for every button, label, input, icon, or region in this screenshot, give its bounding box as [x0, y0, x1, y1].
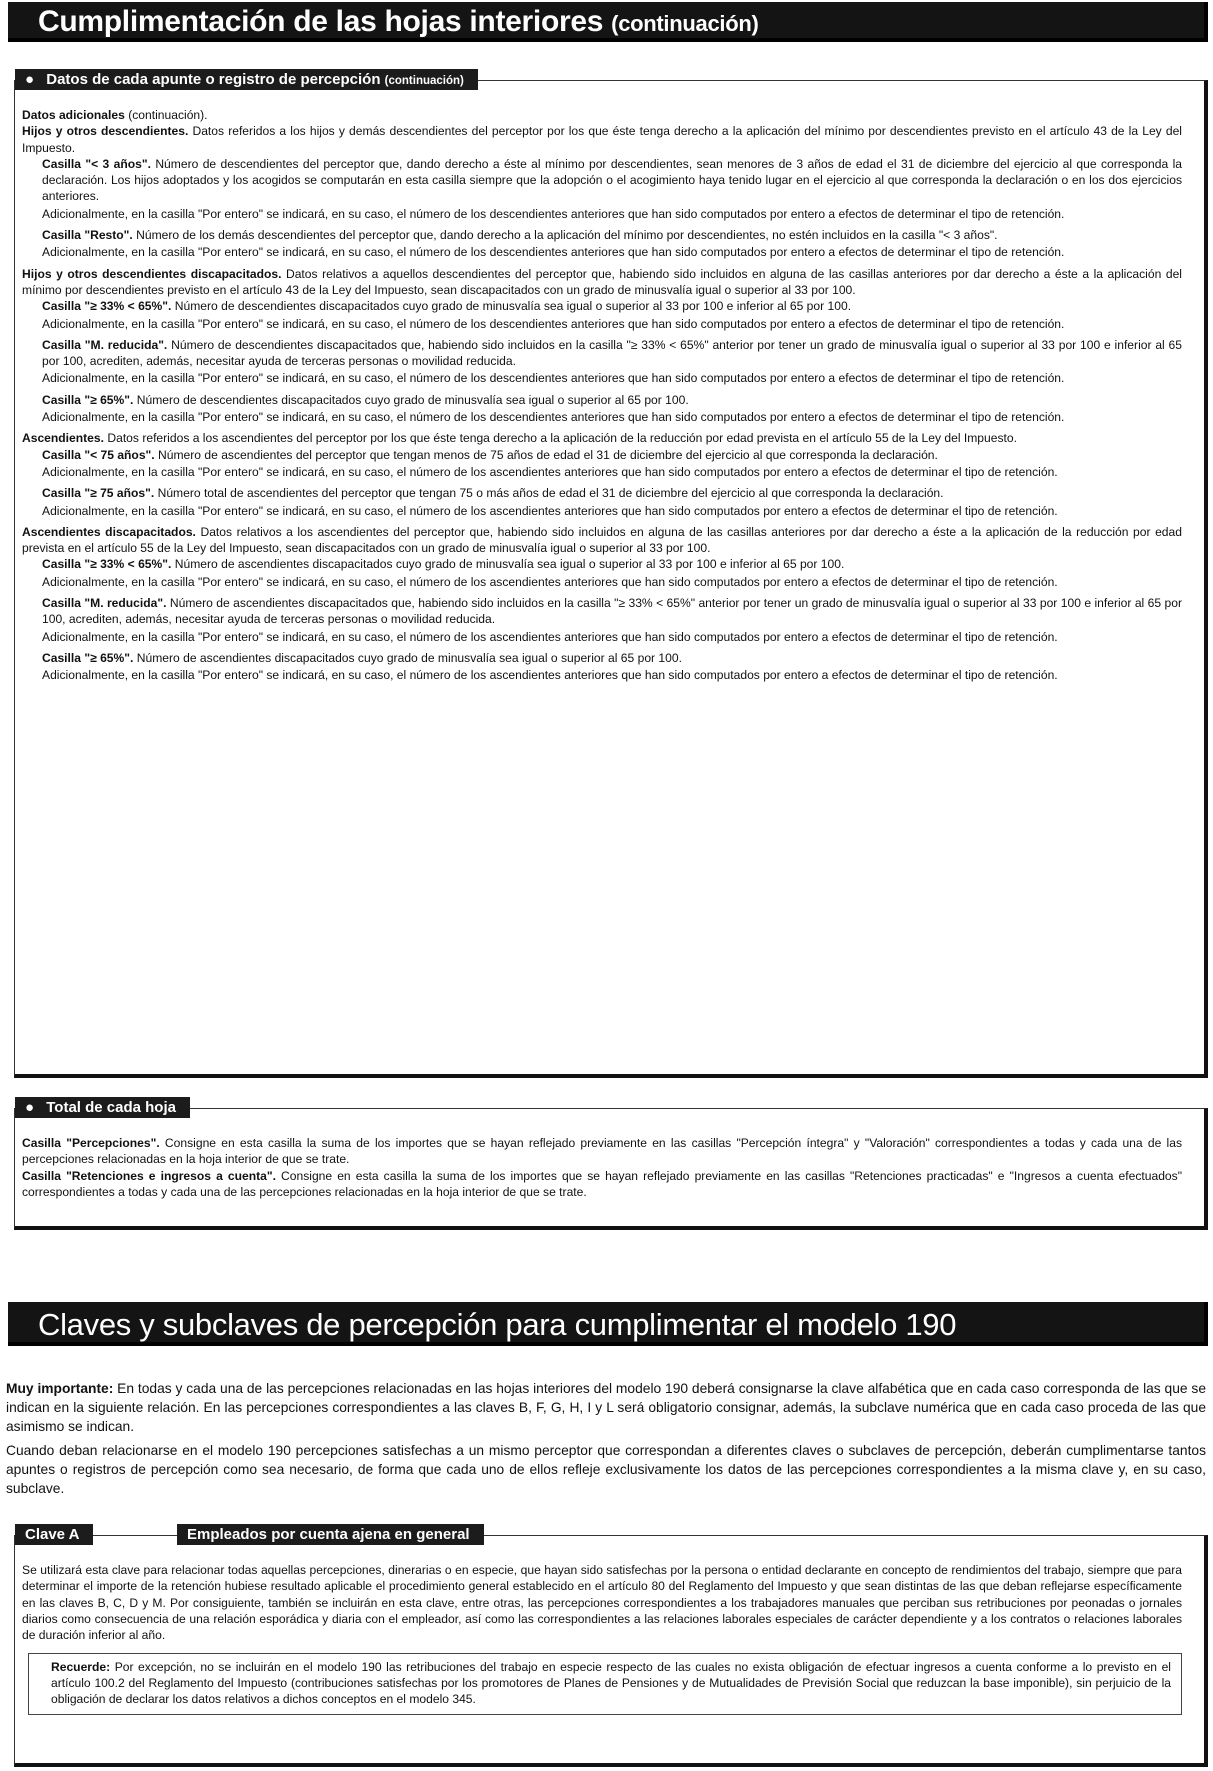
section-total-hoja [14, 1099, 1208, 1230]
section-datos-label-text: Datos de cada apunte o registro de percepción [46, 71, 381, 88]
casilla-text: Consigne en esta casilla la suma de los importes que se hayan reflejado previamente en las casillas "Retenciones practicadas" e "Ingresos a cuenta efectuados" correspondientes a todas y cada una de las percepciones relacionadas en la hoja interior de que se trate. [22, 1168, 1182, 1199]
casilla-additional: Adicionalmente, en la casilla "Por entero" se indicará, en su caso, el número de los descendientes anteriores que han sido computados por entero a efectos de determinar el tipo de retención. [42, 410, 1065, 425]
casilla-paragraph [42, 227, 1182, 243]
asc-disc-paragraph [22, 524, 1182, 557]
section-datos-label [15, 69, 478, 90]
section-total-label [15, 1097, 190, 1118]
asc-casilla-mayor-75 [42, 485, 1182, 519]
hijos-casilla-resto [42, 227, 1182, 261]
intro-paragraph-2: Cuando deban relacionarse en el modelo 190 percepciones satisfechas a un mismo perceptor que correspondan a diferentes claves o subclaves de percepción, deberán cumplimentarse tantos apuntes o registros de percepción como sea necesario, de forma que cada uno de ellos refleje exclusivamente los datos de las percepciones correspondientes a la misma clave y, en su caso, subclave. [6, 1443, 1206, 1496]
asc-disc-text: Datos relativos a los ascendientes del perceptor que, habiendo sido incluidos en alguna de las casillas anteriores por dar derecho a éste a la aplicación de la reducción por edad prevista en el artículo 55 de la Ley del Impuesto, sean discapacitados con un grado de minusvalía igual o superior al 33 por 100. [22, 524, 1182, 556]
casilla-title: Casilla "≥ 75 años". [42, 486, 155, 501]
casilla-text: Número total de ascendientes del perceptor que tengan 75 o más años de edad el 31 de diciembre del ejercicio al que corresponda la declaración. [154, 486, 944, 501]
ascendientes-paragraph [22, 430, 1182, 446]
casilla-text: Número de ascendientes del perceptor que tengan menos de 75 años de edad el 31 de diciembre del ejercicio al que corresponda la declaración. [154, 447, 938, 462]
casilla-paragraph [42, 156, 1182, 205]
hijos-disc-casilla-65 [42, 392, 1182, 426]
asc-casilla-menor-75 [42, 447, 1182, 481]
casilla-additional: Adicionalmente, en la casilla "Por entero" se indicará, en su caso, el número de los descendientes anteriores que han sido computados por entero a efectos de determinar el tipo de retención. [42, 316, 1065, 331]
section-datos-apunte [14, 71, 1208, 1078]
datos-heading-bold: Datos adicionales [22, 108, 125, 122]
casilla-title: Casilla "Retenciones e ingresos a cuenta". [22, 1168, 276, 1183]
hijos-title: Hijos y otros descendientes. [22, 124, 189, 139]
page-title [8, 2, 1208, 42]
total-retenciones-paragraph [22, 1168, 1182, 1201]
casilla-additional: Adicionalmente, en la casilla "Por entero" se indicará, en su caso, el número de los descendientes anteriores que han sido computados por entero a efectos de determinar el tipo de retención. [42, 245, 1065, 260]
casilla-text: Número de ascendientes discapacitados cuyo grado de minusvalía sea igual o superior al 65 por 100. [133, 650, 682, 665]
casilla-title: Casilla "M. reducida". [42, 596, 167, 611]
datos-adicionales-heading [22, 107, 1182, 123]
casilla-title: Casilla "M. reducida". [42, 337, 168, 352]
casilla-paragraph [42, 556, 1182, 572]
recuerde-box [28, 1653, 1182, 1714]
casilla-text: Número de descendientes discapacitados cuyo grado de minusvalía sea igual o superior al 33 por 100 e inferior al 65 por 100. [171, 299, 852, 314]
hijos-disc-text: Datos relativos a aquellos descendientes del perceptor que, habiendo sido incluidos en alguna de las casillas anteriores por dar derecho a éste a la aplicación del mínimo por descendientes previsto en el artículo 43 de la Ley del Impuesto, sean discapacitados con un grado de minusvalía igual o superior al 33 por 100. [22, 266, 1182, 297]
casilla-text: Consigne en esta casilla la suma de los importes que se hayan reflejado previamente en las casillas "Percepción íntegra" y "Valoración" correspondientes a todas y cada una de las percepciones relacionadas en la hoja interior de que se trate. [22, 1136, 1182, 1167]
clave-a-label-text: Clave A [25, 1526, 80, 1543]
casilla-paragraph [42, 392, 1182, 408]
intro-bold: Muy importante: [6, 1381, 114, 1396]
casilla-title: Casilla "< 75 años". [42, 447, 155, 462]
page-title-subtitle: (continuación) [611, 11, 759, 36]
casilla-additional: Adicionalmente, en la casilla "Por entero" se indicará, en su caso, el número de los descendientes anteriores que han sido computados por entero a efectos de determinar el tipo de retención. [42, 371, 1065, 386]
section-clave-a [14, 1526, 1208, 1767]
clave-a-title-label [177, 1524, 484, 1545]
casilla-text: Número de descendientes discapacitados cuyo grado de minusvalía sea igual o superior al 65 por 100. [133, 392, 689, 407]
casilla-additional: Adicionalmente, en la casilla "Por entero" se indicará, en su caso, el número de los ascendientes anteriores que han sido computados por entero a efectos de determinar el tipo de retención. [42, 464, 1058, 479]
casilla-title: Casilla "≥ 65%". [42, 392, 134, 407]
section-total-content [15, 1109, 1204, 1208]
casilla-title: Casilla "< 3 años". [42, 156, 151, 171]
section-title-claves [8, 1302, 1208, 1346]
casilla-paragraph [42, 485, 1182, 501]
asc-disc-casilla-m-reducida [42, 595, 1182, 645]
claves-intro [6, 1380, 1206, 1505]
casilla-text: Número de ascendientes discapacitados que, habiendo sido incluidos en la casilla "≥ 33% < 65%" anterior por tener un grado de minusvalía igual o superior al 33 por 100 e inferior al 65 por 100, acrediten, además, necesitar ayuda de terceras personas o movilidad reducida. [42, 596, 1182, 627]
hijos-disc-title: Hijos y otros descendientes discapacitados. [22, 266, 282, 281]
recuerde-text: Por excepción, no se incluirán en el modelo 190 las retribuciones del trabajo en especie respecto de las cuales no exista obligación de efectuar ingresos a cuenta conforme a lo previsto en el artículo 100.2 del Reglamento del Impuesto (contribuciones satisfechas por los promotores de Planes de Pensiones y de Mutualidades de Previsión Social que reduzcan la base imponible), sin perjuicio de la obligación de declarar los datos relativos a dichos conceptos en el modelo 345. [51, 1660, 1171, 1707]
bullet-icon: ● [25, 71, 35, 88]
hijos-text: Datos referidos a los hijos y demás descendientes del perceptor por los que éste tenga derecho a la aplicación del mínimo por descendientes previsto en el artículo 43 de la Ley del Impuesto. [22, 124, 1182, 155]
ascendientes-text: Datos referidos a los ascendientes del perceptor por los que éste tenga derecho a la aplicación de la reducción por edad prevista en el artículo 55 de la Ley del Impuesto. [104, 431, 1017, 446]
asc-disc-title: Ascendientes discapacitados. [22, 524, 196, 539]
casilla-additional: Adicionalmente, en la casilla "Por entero" se indicará, en su caso, el número de los ascendientes anteriores que han sido computados por entero a efectos de determinar el tipo de retención. [42, 503, 1058, 518]
casilla-additional: Adicionalmente, en la casilla "Por entero" se indicará, en su caso, el número de los descendientes anteriores que han sido computados por entero a efectos de determinar el tipo de retención. [42, 206, 1065, 221]
casilla-paragraph [42, 447, 1182, 463]
casilla-paragraph [42, 595, 1182, 628]
total-percepciones-paragraph [22, 1135, 1182, 1168]
casilla-paragraph [42, 298, 1182, 314]
casilla-additional: Adicionalmente, en la casilla "Por entero" se indicará, en su caso, el número de los ascendientes anteriores que han sido computados por entero a efectos de determinar el tipo de retención. [42, 574, 1058, 589]
recuerde-title: Recuerde: [51, 1660, 111, 1675]
casilla-text: Número de descendientes del perceptor que, dando derecho a éste al mínimo por descendientes, sean menores de 3 años de edad el 31 de diciembre del ejercicio al que corresponda la declaración. Los hijos adoptados y los acogidos se computarán en esta casilla siempre que la adopción o el acogimiento haya tenido lugar en el ejercicio al que corresponda la declaración o en los dos ejercicios anteriores. [42, 156, 1182, 204]
casilla-title: Casilla "≥ 33% < 65%". [42, 557, 172, 572]
hijos-disc-casilla-33-65 [42, 298, 1182, 332]
casilla-paragraph [42, 337, 1182, 370]
hijos-paragraph [22, 123, 1182, 156]
clave-a-text: Se utilizará esta clave para relacionar todas aquellas percepciones, dinerarias o en especie, que hayan sido satisfechas por la persona o entidad declarante en concepto de rendimientos del trabajo, siempre que para determinar el importe de la retención hubiese resultado aplicable el procedimiento general establecido en el artículo 80 del Reglamento del Impuesto y que sean distintas de las que deban reflejarse específicamente en las claves B, C, D y M. Por consiguiente, también se incluirán en esta clave, entre otras, las percepciones correspondientes a los trabajadores manuales que perciban sus retribuciones por peonadas o jornales diarios como consecuencia de una relación esporádica y diaria con el empleador, así como las correspondientes a las relaciones laborales especiales de carácter dependiente y a los contratos o relaciones laborales de duración inferior al año. [22, 1563, 1182, 1643]
section-total-label-text: Total de cada hoja [46, 1099, 176, 1116]
intro-paragraph-1 [6, 1380, 1206, 1436]
casilla-text: Número de descendientes discapacitados que, habiendo sido incluidos en la casilla "≥ 33% < 65%" anterior por tener un grado de minusvalía igual o superior al 33 por 100 e inferior al 65 por 100, acrediten, además, necesitar ayuda de terceras personas o movilidad reducida. [42, 337, 1182, 369]
section-datos-label-small: (continuación) [384, 75, 464, 87]
casilla-title: Casilla "≥ 33% < 65%". [42, 299, 172, 314]
casilla-title: Casilla "Percepciones". [22, 1136, 160, 1150]
ascendientes-title: Ascendientes. [22, 431, 104, 446]
hijos-disc-paragraph [22, 266, 1182, 299]
casilla-title: Casilla "Resto". [42, 228, 133, 243]
casilla-text: Número de ascendientes discapacitados cuyo grado de minusvalía sea igual o superior al 33 por 100 e inferior al 65 por 100. [171, 557, 845, 572]
clave-a-title-text: Empleados por cuenta ajena en general [187, 1526, 470, 1543]
intro-text: En todas y cada una de las percepciones relacionadas en las hojas interiores del modelo 190 deberá consignarse la clave alfabética que en cada caso corresponda de las que se indican en la siguiente relación. En las percepciones correspondientes a las claves B, F, G, H, I y L será obligatorio consignar, además, la subclave numérica que en cada caso proceda de las que asimismo se indican. [6, 1381, 1206, 1434]
casilla-additional: Adicionalmente, en la casilla "Por entero" se indicará, en su caso, el número de los ascendientes anteriores que han sido computados por entero a efectos de determinar el tipo de retención. [42, 629, 1058, 644]
casilla-additional: Adicionalmente, en la casilla "Por entero" se indicará, en su caso, el número de los ascendientes anteriores que han sido computados por entero a efectos de determinar el tipo de retención. [42, 668, 1058, 683]
asc-disc-casilla-33-65 [42, 556, 1182, 590]
section-datos-content [15, 81, 1204, 697]
clave-a-content [15, 1536, 1204, 1727]
casilla-paragraph [42, 650, 1182, 666]
bullet-icon: ● [25, 1099, 35, 1116]
casilla-text: Número de los demás descendientes del perceptor que, dando derecho a la aplicación del mínimo por descendientes, no estén incluidos en la casilla "< 3 años". [132, 228, 998, 243]
asc-disc-casilla-65 [42, 650, 1182, 684]
hijos-casilla-menor-3 [42, 156, 1182, 222]
clave-a-label [15, 1524, 93, 1545]
section-title-claves-text: Claves y subclaves de percepción para cumplimentar el modelo 190 [38, 1307, 957, 1342]
page-title-text: Cumplimentación de las hojas interiores [38, 5, 604, 38]
casilla-title: Casilla "≥ 65%". [42, 650, 134, 665]
hijos-disc-casilla-m-reducida [42, 337, 1182, 387]
datos-heading-suffix: (continuación). [124, 108, 208, 122]
